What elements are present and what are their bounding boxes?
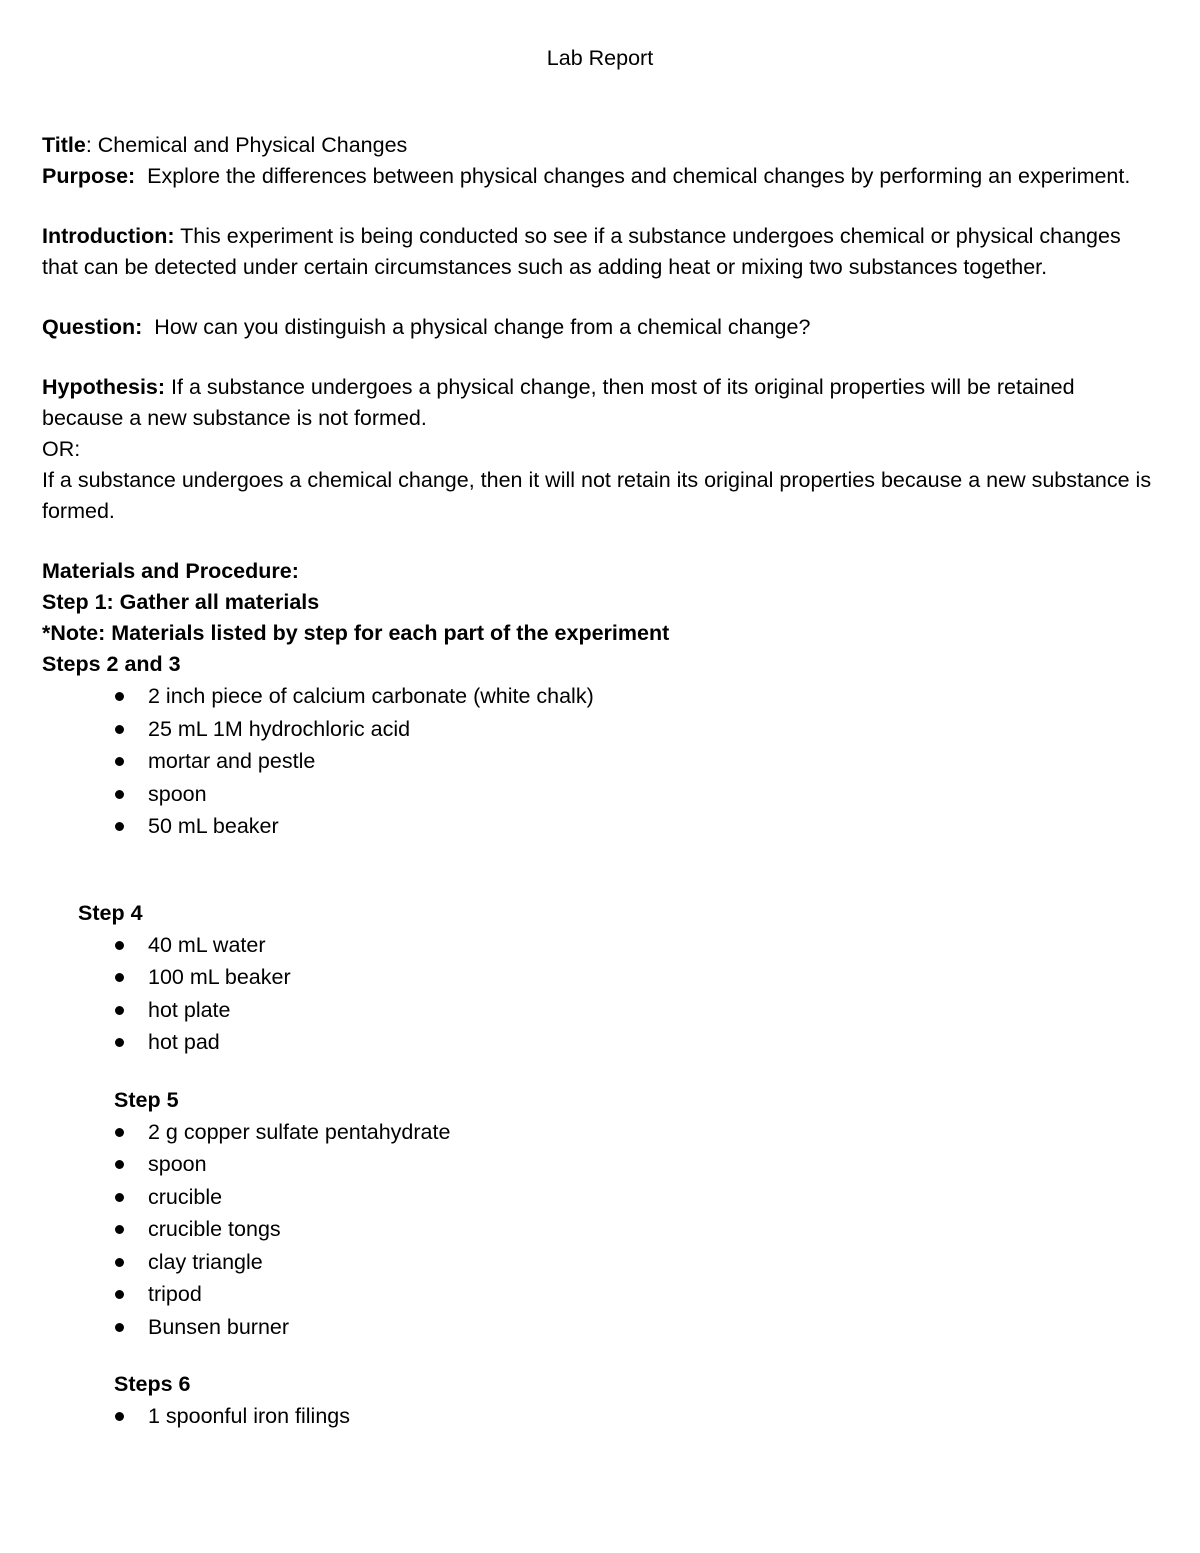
list-item bbox=[42, 713, 1152, 746]
list-item-text: 50 mL beaker bbox=[148, 814, 279, 838]
list-item bbox=[42, 1148, 1152, 1181]
materials-heading: Materials and Procedure: bbox=[42, 559, 299, 583]
list-item-text: 2 inch piece of calcium carbonate (white chalk) bbox=[148, 684, 594, 708]
purpose-text: Explore the differences between physical changes and chemical changes by performing an experiment. bbox=[135, 164, 1131, 188]
bullet-icon bbox=[115, 1323, 124, 1332]
list-item-text: 1 spoonful iron filings bbox=[148, 1404, 350, 1428]
list-item-text: clay triangle bbox=[148, 1249, 263, 1274]
bullet-icon bbox=[115, 1038, 124, 1047]
bullet-icon bbox=[115, 822, 124, 831]
bullet-icon bbox=[115, 1225, 124, 1234]
bullet-icon bbox=[115, 973, 124, 982]
document-title: Lab Report bbox=[546, 46, 654, 70]
list-item-text: crucible tongs bbox=[148, 1217, 281, 1241]
list-item-text: 100 mL beaker bbox=[148, 965, 291, 989]
title-value: : Chemical and Physical Changes bbox=[85, 133, 408, 157]
list-item-text: hot plate bbox=[148, 997, 231, 1022]
list-item bbox=[42, 1246, 1152, 1279]
list-item-text: 40 mL water bbox=[148, 932, 266, 957]
materials-note: *Note: Materials listed by step for each part of the experiment bbox=[42, 621, 670, 645]
bullet-icon bbox=[115, 941, 124, 950]
list-item-text: crucible bbox=[148, 1184, 223, 1209]
list-item-text: Bunsen burner bbox=[148, 1314, 290, 1339]
bullet-icon bbox=[115, 790, 124, 799]
introduction-label: Introduction: bbox=[42, 224, 175, 248]
list-item-text: mortar and pestle bbox=[148, 749, 316, 773]
list-item bbox=[42, 929, 1152, 962]
list-item-text: 25 mL 1M hydrochloric acid bbox=[148, 716, 411, 741]
question-paragraph bbox=[42, 312, 1152, 343]
hypothesis-label: Hypothesis: bbox=[42, 375, 166, 399]
list-item bbox=[42, 745, 1152, 778]
bullet-icon bbox=[115, 1412, 124, 1421]
document-body bbox=[42, 130, 1152, 1433]
bullet-icon bbox=[115, 1258, 124, 1267]
step-4-heading: Step 4 bbox=[78, 900, 143, 925]
list-item bbox=[42, 778, 1152, 811]
bullet-icon bbox=[115, 757, 124, 766]
list-item bbox=[42, 1400, 1152, 1433]
list-item bbox=[42, 680, 1152, 713]
purpose-label: Purpose: bbox=[42, 164, 136, 188]
list-item bbox=[42, 810, 1152, 843]
bullet-icon bbox=[115, 692, 124, 701]
title-label: Title bbox=[42, 133, 86, 157]
hypothesis-text: If a substance undergoes a physical change, then most of its original properties will be retained because a new substance is not formed. bbox=[42, 375, 1075, 430]
title-line bbox=[42, 130, 1152, 161]
list-item-text: hot pad bbox=[148, 1030, 220, 1054]
bullet-icon bbox=[115, 1290, 124, 1299]
bullet-icon bbox=[115, 725, 124, 734]
or-text: OR: bbox=[42, 437, 81, 461]
question-label: Question: bbox=[42, 315, 143, 339]
hypothesis-alternative: If a substance undergoes a chemical change, then it will not retain its original properties because a new substance is formed. bbox=[42, 468, 1152, 523]
purpose-paragraph bbox=[42, 161, 1152, 192]
step-5-list bbox=[42, 1116, 1152, 1344]
step-5-heading: Step 5 bbox=[114, 1087, 179, 1112]
steps-2-3-list bbox=[42, 680, 1152, 843]
steps-6-list bbox=[42, 1400, 1152, 1433]
question-text: How can you distinguish a physical change from a chemical change? bbox=[142, 315, 811, 339]
list-item bbox=[42, 994, 1152, 1027]
bullet-icon bbox=[115, 1193, 124, 1202]
list-item bbox=[42, 1181, 1152, 1214]
list-item-text: tripod bbox=[148, 1282, 202, 1306]
list-item-text: spoon bbox=[148, 781, 207, 806]
list-item bbox=[42, 1311, 1152, 1344]
list-item bbox=[42, 1213, 1152, 1246]
introduction-paragraph bbox=[42, 221, 1152, 283]
bullet-icon bbox=[115, 1160, 124, 1169]
hypothesis-paragraph bbox=[42, 372, 1152, 434]
list-item bbox=[42, 1278, 1152, 1311]
introduction-text: This experiment is being conducted so see if a substance undergoes chemical or physical changes that can be detected under certain circumstances such as adding heat or mixing two substances together. bbox=[42, 224, 1121, 279]
list-item-text: spoon bbox=[148, 1152, 207, 1176]
list-item bbox=[42, 961, 1152, 994]
steps-6-heading: Steps 6 bbox=[114, 1372, 191, 1396]
list-item bbox=[42, 1026, 1152, 1059]
list-item bbox=[42, 1116, 1152, 1149]
bullet-icon bbox=[115, 1128, 124, 1137]
step-4-list bbox=[42, 929, 1152, 1059]
steps-2-3-heading: Steps 2 and 3 bbox=[42, 652, 181, 676]
step-1-heading: Step 1: Gather all materials bbox=[42, 590, 320, 614]
list-item-text: 2 g copper sulfate pentahydrate bbox=[148, 1119, 451, 1144]
bullet-icon bbox=[115, 1006, 124, 1015]
